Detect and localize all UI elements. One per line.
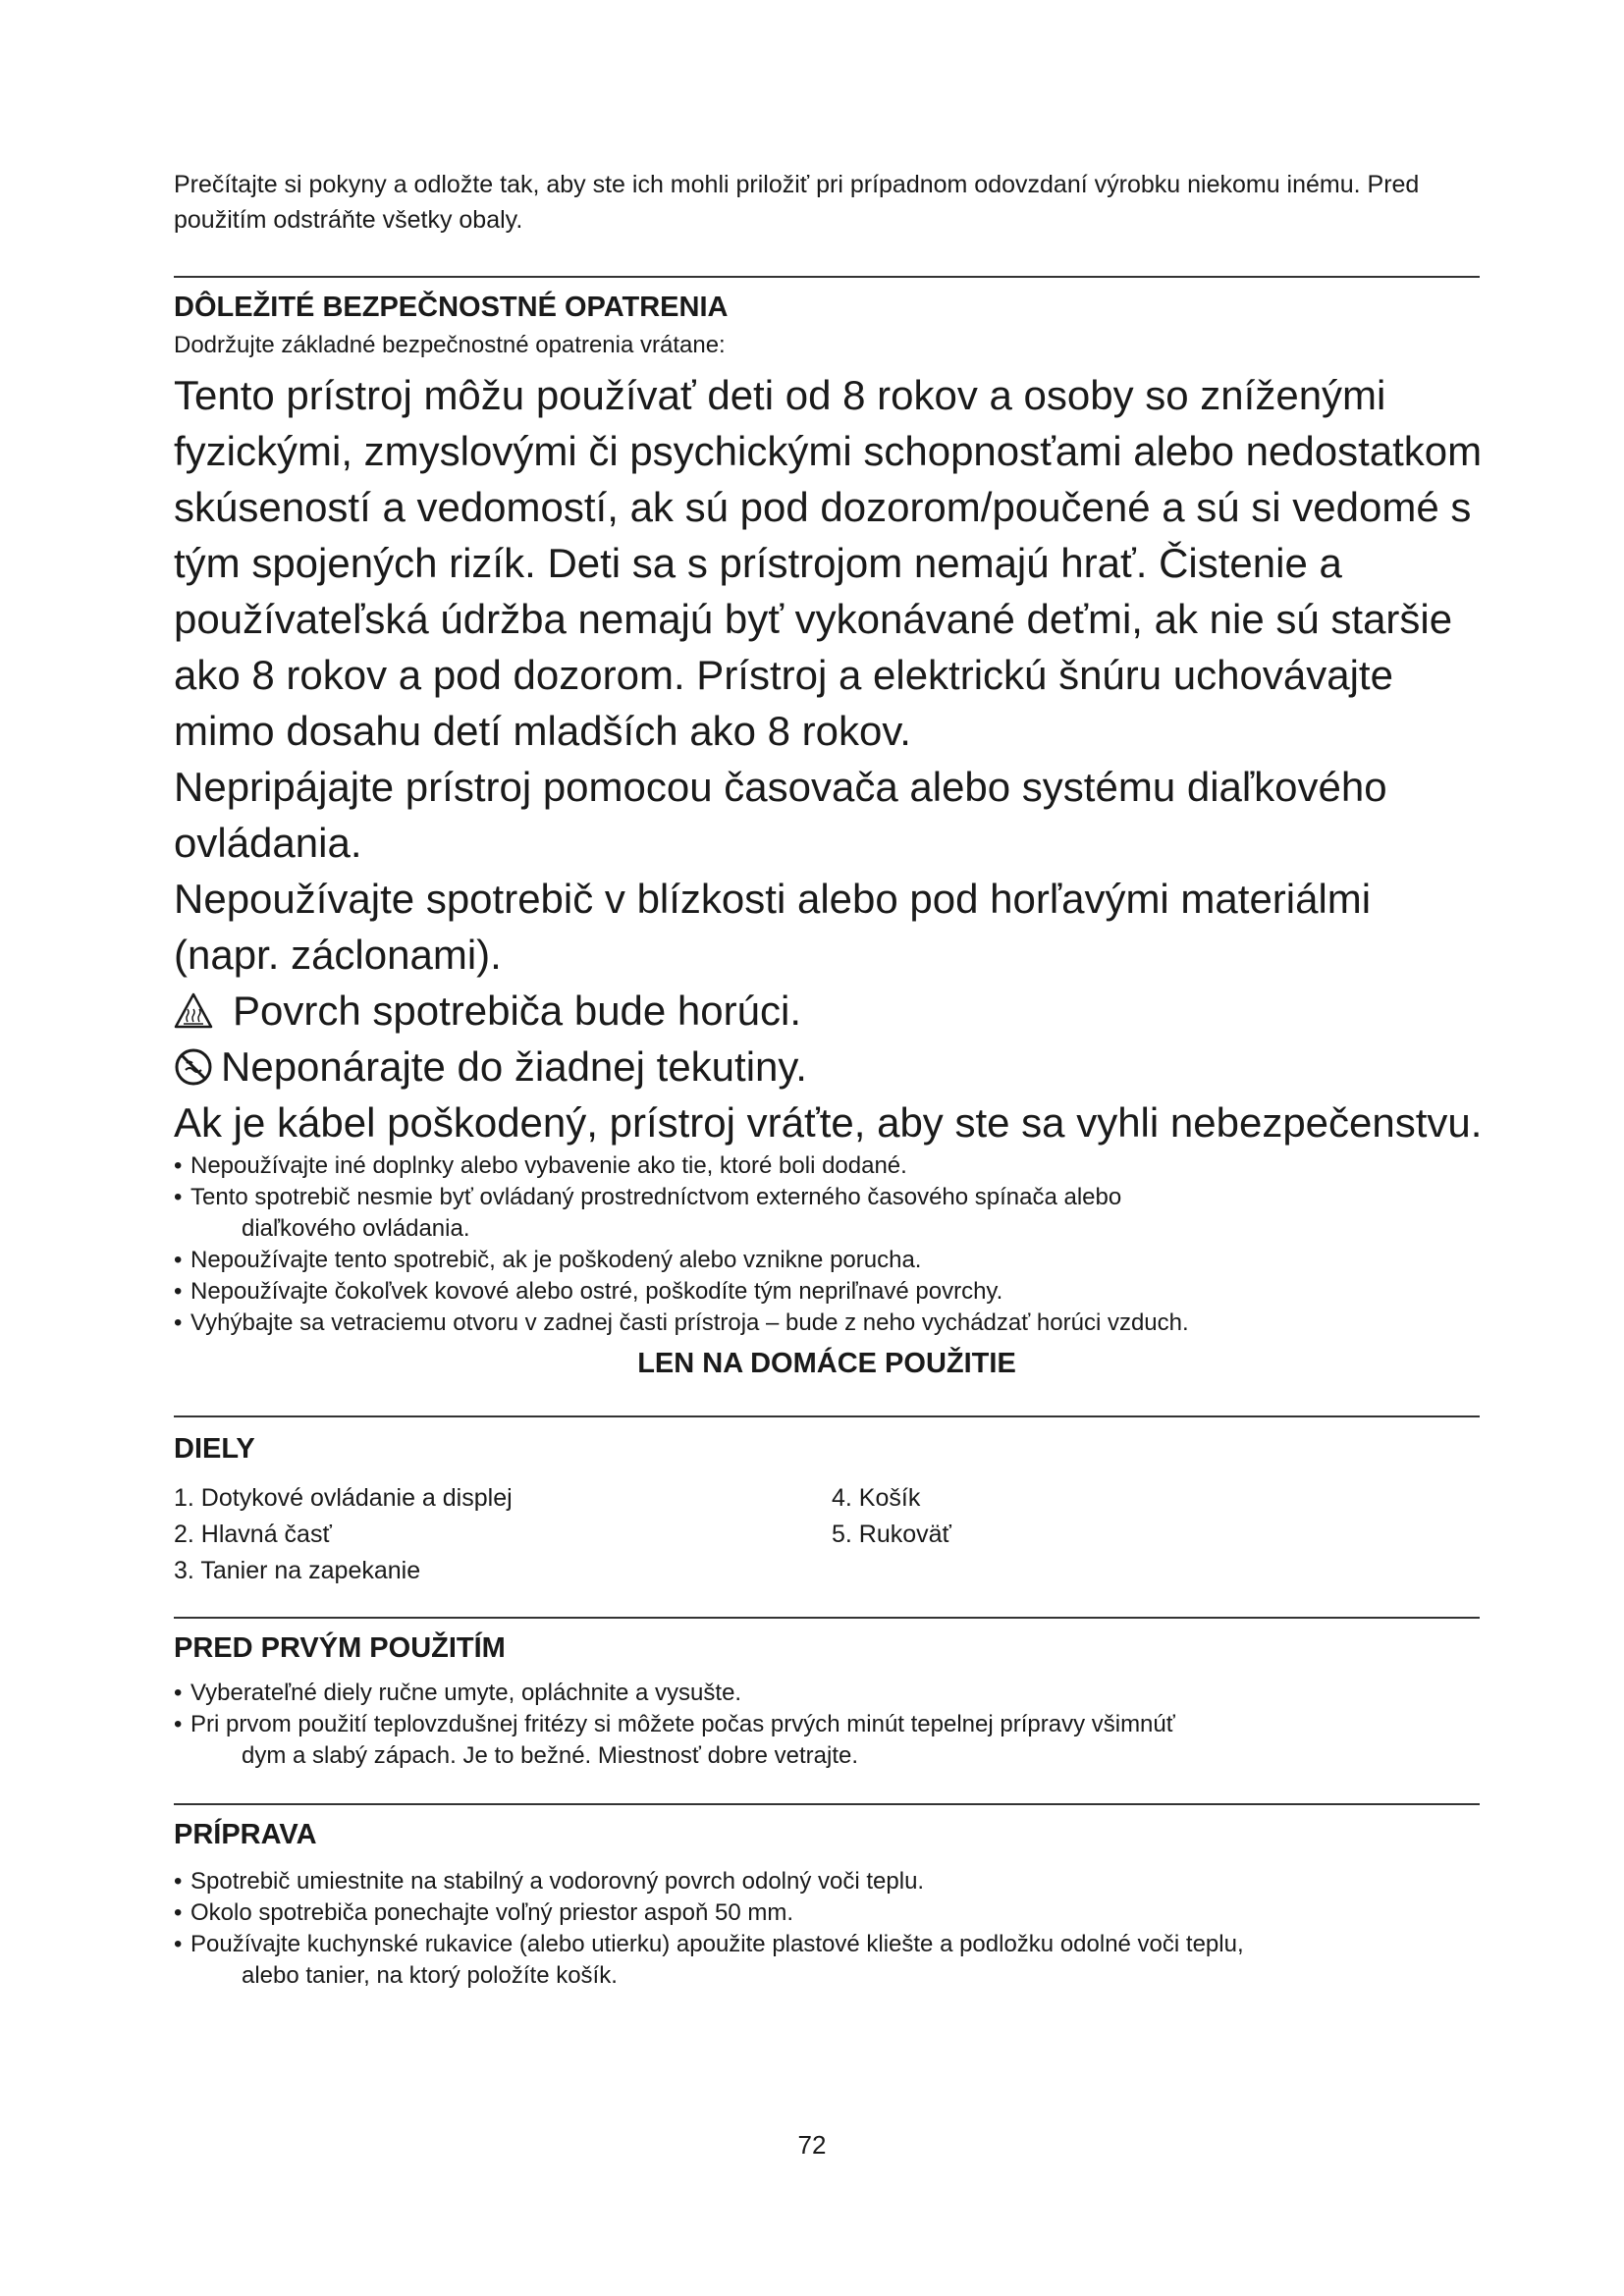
- section-divider: [174, 1415, 1480, 1417]
- section-divider: [174, 1617, 1480, 1619]
- list-item: • Vyhýbajte sa vetraciemu otvoru v zadnej časti prístroja – bude z neho vychádzať horúci vzduch.: [174, 1308, 1480, 1339]
- list-item: • Používajte kuchynské rukavice (alebo utierku) apoužite plastové kliešte a podložku odolné voči teplu, alebo tanier, na ktorý položíte košík.: [174, 1929, 1480, 1992]
- section-divider: [174, 1803, 1480, 1805]
- safety-title: DÔLEŽITÉ BEZPEČNOSTNÉ OPATRENIA: [174, 292, 729, 323]
- parts-title: DIELY: [174, 1433, 255, 1465]
- page-number: 72: [797, 2130, 827, 2160]
- no-immersion-warning: [174, 1039, 1480, 1095]
- safety-subtitle: Dodržujte základné bezpečnostné opatrenia vrátane:: [174, 332, 726, 358]
- list-item: 1. Dotykové ovládanie a displej: [174, 1484, 513, 1512]
- list-item: • Nepoužívajte čokoľvek kovové alebo ostré, poškodíte tým nepriľnavé povrchy.: [174, 1276, 1480, 1308]
- list-item: • Pri prvom použití teplovzdušnej fritézy si môžete počas prvých minút tepelnej prípravy všimnúť dym a slabý zápach. Je to bežné. Miestnosť dobre vetrajte.: [174, 1709, 1480, 1772]
- hot-surface-warning: [174, 983, 1480, 1039]
- list-item: • Vyberateľné diely ručne umyte, opláchnite a vysušte.: [174, 1678, 1480, 1709]
- list-item: • Nepoužívajte iné doplnky alebo vybavenie ako tie, ktoré boli dodané.: [174, 1150, 1480, 1182]
- home-use-notice: LEN NA DOMÁCE POUŽITIE: [637, 1348, 1016, 1379]
- cable-warning: Ak je kábel poškodený, prístroj vráťte, aby ste sa vyhli nebezpečenstvu.: [174, 1099, 1483, 1146]
- safety-bullets: [174, 1150, 1480, 1339]
- list-item: • Spotrebič umiestnite na stabilný a vodorovný povrch odolný voči teplu.: [174, 1866, 1480, 1897]
- no-immersion-text: Neponárajte do žiadnej tekutiny.: [221, 1043, 807, 1090]
- page-content: [174, 167, 1483, 1992]
- safety-paragraph-children: Tento prístroj môžu používať deti od 8 rokov a osoby so zníženými fyzickými, zmyslovými či psychickými schopnosťami alebo nedostatkom skúseností a vedomostí, ak sú pod dozorom/poučené a sú si vedomé s tým spojených rizík. Deti sa s prístrojom nemajú hrať. Čistenie a používateľská údržba nemajú byť vykonávané deťmi, ak nie sú staršie ako 8 rokov a pod dozorom. Prístroj a elektrickú šnúru uchovávajte mimo dosahu detí mladších ako 8 rokov.: [174, 372, 1483, 754]
- list-item: • Okolo spotrebiča ponechajte voľný priestor aspoň 50 mm.: [174, 1897, 1480, 1929]
- hot-surface-icon: [174, 991, 213, 1031]
- list-item: • Nepoužívajte tento spotrebič, ak je poškodený alebo vznikne porucha.: [174, 1245, 1480, 1276]
- list-item: 5. Rukoväť: [832, 1521, 951, 1548]
- list-item: • Tento spotrebič nesmie byť ovládaný prostredníctvom externého časového spínača alebo diaľkového ovládania.: [174, 1182, 1480, 1245]
- intro-text: Prečítajte si pokyny a odložte tak, aby ste ich mohli priložiť pri prípadnom odovzdaní výrobku niekomu inému. Pred použitím odstráňte všetky obaly.: [174, 171, 1420, 234]
- parts-list: [174, 1480, 1480, 1589]
- list-item: 2. Hlavná časť: [174, 1521, 332, 1548]
- prep-bullets: [174, 1866, 1480, 1992]
- prep-title: PRÍPRAVA: [174, 1819, 317, 1850]
- list-item: 3. Tanier na zapekanie: [174, 1557, 421, 1584]
- list-item: 4. Košík: [832, 1484, 921, 1512]
- hot-surface-text: Povrch spotrebiča bude horúci.: [233, 988, 801, 1034]
- safety-paragraph-flammable: Nepoužívajte spotrebič v blízkosti alebo pod horľavými materiálmi (napr. záclonami).: [174, 876, 1372, 978]
- section-divider: [174, 276, 1480, 278]
- safety-paragraph-timer: Nepripájajte prístroj pomocou časovača alebo systému diaľkového ovládania.: [174, 764, 1387, 866]
- first-use-bullets: [174, 1678, 1480, 1772]
- no-immersion-icon: [174, 1047, 213, 1087]
- first-use-title: PRED PRVÝM POUŽITÍM: [174, 1632, 506, 1664]
